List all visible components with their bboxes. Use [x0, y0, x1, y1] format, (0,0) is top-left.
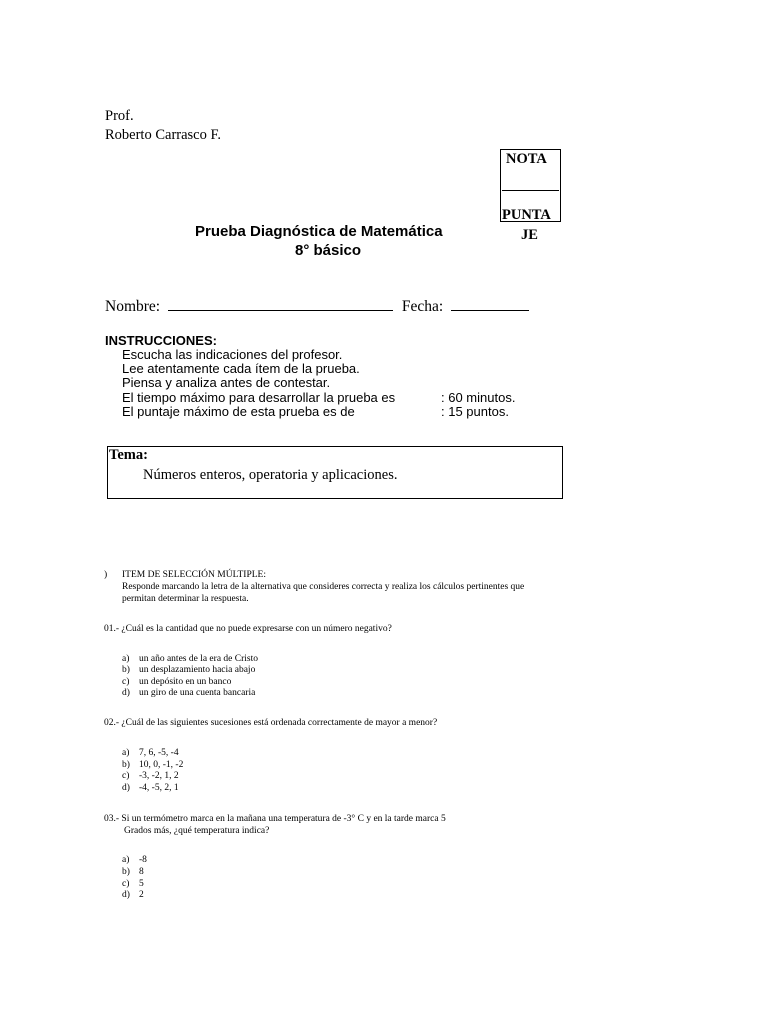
option[interactable]	[122, 879, 144, 889]
name-label: Nombre:	[105, 298, 161, 315]
option-letter: b)	[122, 665, 130, 675]
option-letter: c)	[122, 677, 130, 687]
option[interactable]	[122, 855, 147, 865]
instruction-line: Lee atentamente cada ítem de la prueba.	[122, 361, 360, 376]
option-letter: c)	[122, 771, 130, 781]
option[interactable]	[122, 783, 179, 793]
option-text: -4, -5, 2, 1	[139, 783, 179, 793]
option-text: -8	[139, 855, 147, 865]
teacher-prefix: Prof.	[105, 108, 134, 124]
option-text: un desplazamiento hacia abajo	[139, 665, 256, 675]
option-letter: d)	[122, 783, 130, 793]
option-letter: c)	[122, 879, 130, 889]
option-letter: a)	[122, 855, 130, 865]
section-heading: ITEM DE SELECCIÓN MÚLTIPLE:	[122, 570, 266, 580]
instruction-line: El tiempo máximo para desarrollar la prueba es	[122, 390, 396, 405]
question-1	[104, 624, 392, 634]
option-text: 8	[139, 867, 144, 877]
student-info-row	[105, 298, 529, 316]
option-letter: b)	[122, 867, 130, 877]
option[interactable]	[122, 771, 179, 781]
option-text: un depósito en un banco	[139, 677, 232, 687]
exam-grade: 8° básico	[295, 242, 362, 259]
option-text: 10, 0, -1, -2	[139, 760, 184, 770]
option-letter: d)	[122, 688, 130, 698]
date-field[interactable]	[451, 298, 529, 311]
puntaje-label-line1: PUNTA	[502, 207, 551, 223]
question-3	[104, 814, 446, 824]
option-text: 5	[139, 879, 144, 889]
option[interactable]	[122, 760, 183, 770]
question-text: ¿Cuál de las siguientes sucesiones está ordenada correctamente de mayor a menor?	[121, 718, 438, 728]
time-value: : 60 minutos.	[441, 390, 516, 405]
tema-text: Números enteros, operatoria y aplicaciones.	[143, 467, 398, 483]
option[interactable]	[122, 890, 144, 900]
question-number: 03.-	[104, 814, 120, 824]
option-text: un año antes de la era de Cristo	[139, 654, 258, 664]
question-2	[104, 718, 437, 728]
question-number: 01.-	[104, 624, 120, 634]
name-field[interactable]	[168, 298, 393, 311]
option[interactable]	[122, 688, 255, 698]
instruction-line: Piensa y analiza antes de contestar.	[122, 375, 331, 390]
option-text: -3, -2, 1, 2	[139, 771, 179, 781]
question-text: Si un termómetro marca en la mañana una temperatura de -3° C y en la tarde marca 5	[121, 814, 446, 824]
option-letter: a)	[122, 654, 130, 664]
instruction-line: El puntaje máximo de esta prueba es de	[122, 404, 355, 419]
option-letter: a)	[122, 748, 130, 758]
option[interactable]	[122, 748, 179, 758]
option-letter: d)	[122, 890, 130, 900]
nota-label: NOTA	[506, 151, 547, 167]
question-number: 02.-	[104, 718, 120, 728]
option-text: 7, 6, -5, -4	[139, 748, 179, 758]
teacher-name: Roberto Carrasco F.	[105, 127, 222, 143]
option[interactable]	[122, 665, 255, 675]
instruction-line: Escucha las indicaciones del profesor.	[122, 347, 343, 362]
section-bullet: )	[104, 570, 108, 580]
points-value: : 15 puntos.	[441, 404, 509, 419]
instructions-heading: INSTRUCCIONES:	[105, 333, 217, 348]
option-text: un giro de una cuenta bancaria	[139, 688, 256, 698]
score-box-divider	[502, 190, 559, 191]
tema-label: Tema:	[109, 447, 148, 463]
option[interactable]	[122, 654, 258, 664]
section-description-line2: permitan determinar la respuesta.	[122, 594, 249, 604]
option[interactable]	[122, 867, 144, 877]
option-letter: b)	[122, 760, 130, 770]
date-label: Fecha:	[401, 298, 444, 315]
section-description-line1: Responde marcando la letra de la alternativa que consideres correcta y realiza los cálculos pertinentes que	[122, 582, 525, 592]
option-text: 2	[139, 890, 144, 900]
question-text-continued: Grados más, ¿qué temperatura indica?	[124, 826, 270, 836]
option[interactable]	[122, 677, 231, 687]
puntaje-label-line2: JE	[521, 227, 538, 243]
exam-title: Prueba Diagnóstica de Matemática	[195, 223, 443, 240]
question-text: ¿Cuál es la cantidad que no puede expresarse con un número negativo?	[121, 624, 392, 634]
